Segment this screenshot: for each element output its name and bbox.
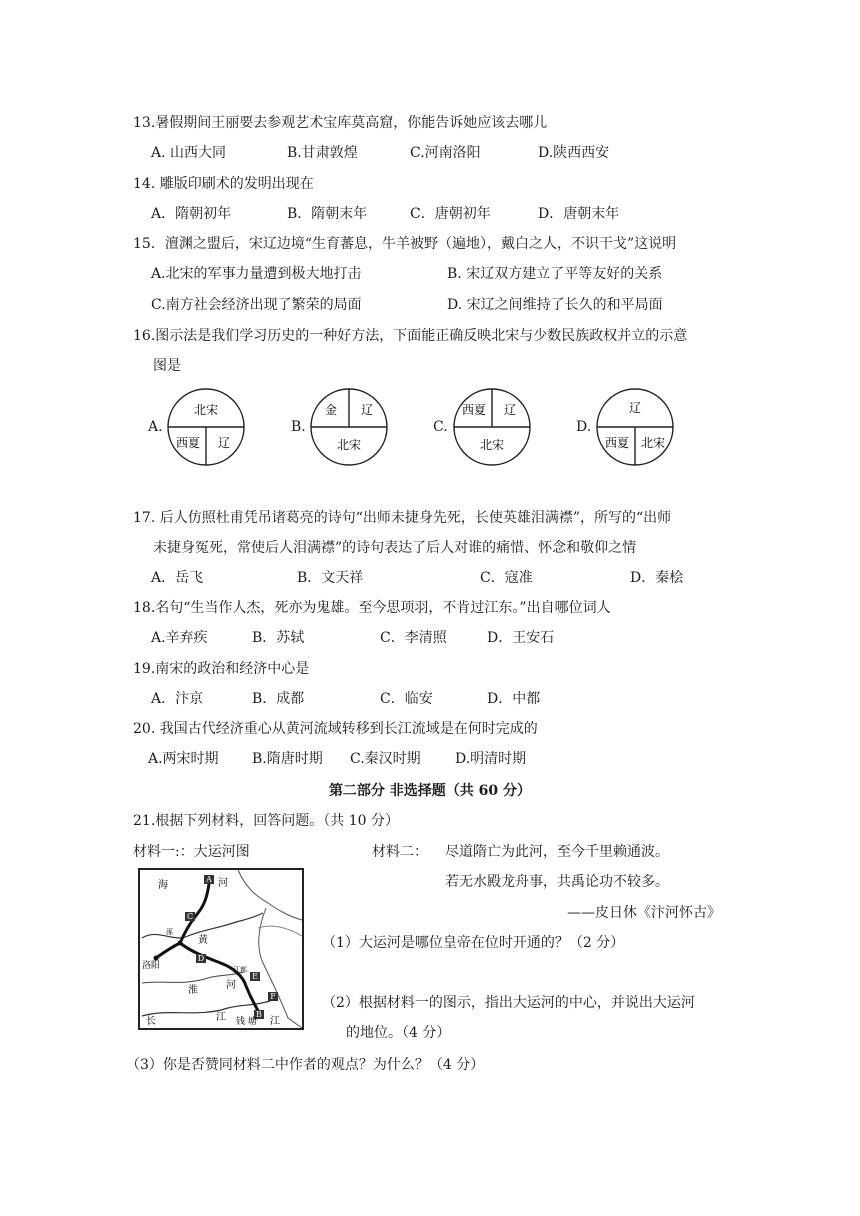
q16-d-bottom-left: 西夏	[604, 436, 630, 450]
map-marker-c: C	[186, 912, 194, 921]
q17-stem-line2: 未捷身冤死，常使后人泪满襟”的诗句表达了后人对谁的痛惜、怀念和敬仰之情	[153, 540, 637, 556]
q21-material2-line2: 若无水殿龙舟事，共禹论功不较多。	[445, 874, 669, 890]
q16-stem-line2: 图是	[153, 358, 181, 374]
map-label-sea: 海	[158, 880, 168, 891]
q16-a-bottom-left: 西夏	[175, 436, 201, 450]
map-label-jiangdu: 江都	[233, 966, 247, 974]
q14-option-c: C．唐朝初年	[410, 206, 491, 222]
map-label-jiang1: 江	[216, 1012, 226, 1023]
q15-option-d: D. 宋辽之间维持了长久的和平局面	[447, 297, 663, 313]
q21-material2-line1: 尽道隋亡为此河，至今千里赖通波。	[445, 844, 669, 860]
q19-option-d: D．中都	[487, 691, 541, 707]
map-marker-a: A	[206, 875, 212, 884]
q21-sub2-line2: 的地位。（4 分）	[346, 1025, 451, 1041]
q17-option-a: A．岳飞	[151, 570, 204, 586]
part2-title: 第二部分 非选择题（共 60 分）	[328, 783, 532, 799]
q16-c-bottom: 北宋	[479, 438, 505, 452]
q20-option-b: B.隋唐时期	[252, 751, 323, 767]
q21-sub1: （1）大运河是哪位皇帝在位时开通的？（2 分）	[322, 935, 625, 951]
q20-option-a: A.两宋时期	[148, 751, 219, 767]
map-marker-f: F	[270, 992, 276, 1001]
q18-stem: 18.名句“生当作人杰，死亦为鬼雄。至今思项羽，不肯过江东。”出自哪位词人	[133, 600, 611, 616]
map-label-he2: 河	[226, 980, 236, 991]
map-label-luoyang: 洛阳	[142, 961, 161, 971]
q16-a-bottom-right: 辽	[217, 436, 231, 450]
map-label-huai: 淮	[188, 985, 198, 996]
q16-circle-c-letter: C.	[433, 419, 448, 435]
map-label-qiantang: 钱 塘	[236, 1017, 257, 1027]
q21-material2-label: 材料二：	[372, 844, 428, 860]
q21-sub3: （3）你是否赞同材料二中作者的观点？为什么？（4 分）	[126, 1057, 485, 1073]
map-marker-b: B	[256, 1010, 262, 1019]
q13-stem: 13.暑假期间王丽要去参观艺术宝库莫高窟，你能告诉她应该去哪儿	[133, 115, 548, 131]
q16-circle-a-diagram	[166, 387, 246, 467]
q16-circle-a-letter: A.	[148, 419, 163, 435]
q16-b-bottom: 北宋	[336, 438, 362, 452]
map-label-he1: 河	[218, 878, 228, 889]
q16-b-top-right: 辽	[360, 403, 374, 417]
grand-canal-map	[138, 868, 304, 1030]
q20-stem: 20. 我国古代经济重心从黄河流域转移到长江流域是在何时完成的	[133, 721, 538, 737]
q19-option-a: A．汴京	[151, 691, 204, 707]
q16-stem-line1: 16.图示法是我们学习历史的一种好方法，下面能正确反映北宋与少数民族政权并立的示意	[133, 328, 688, 344]
q16-d-top: 辽	[628, 401, 642, 415]
q20-option-c: C.秦汉时期	[350, 751, 421, 767]
q16-b-top-left: 金	[324, 403, 338, 417]
q16-c-top-left: 西夏	[461, 403, 487, 417]
q15-option-a: A.北宋的军事力量遭到极大地打击	[151, 266, 362, 282]
q17-stem-line1: 17. 后人仿照杜甫凭吊诸葛亮的诗句“出师未捷身先死，长使英雄泪满襟”，所写的“出师	[133, 510, 672, 526]
q16-circle-d-diagram	[595, 387, 675, 467]
map-marker-e: E	[252, 972, 258, 981]
map-label-chang: 长	[146, 1016, 156, 1027]
q21-material2-cite: ——皮日休《汴河怀古》	[567, 905, 721, 921]
q16-d-bottom-right: 北宋	[640, 436, 666, 450]
q14-option-a: A．隋朝初年	[151, 206, 232, 222]
map-label-city-upper: 涿	[166, 928, 173, 936]
q15-stem: 15．澶渊之盟后，宋辽边境“生育蕃息，牛羊被野（遍地），戴白之人，不识干戈”这说明	[133, 236, 677, 252]
q18-option-d: D．王安石	[487, 630, 555, 646]
q21-sub2-line1: （2）根据材料一的图示，指出大运河的中心，并说出大运河	[322, 995, 695, 1011]
q16-circle-c-diagram	[452, 387, 532, 467]
q21-stem: 21.根据下列材料，回答问题。（共 10 分）	[133, 813, 399, 829]
q15-option-c: C.南方社会经济出现了繁荣的局面	[151, 297, 362, 313]
q17-option-c: C．寇准	[480, 570, 533, 586]
q16-circle-d-letter: D.	[576, 419, 592, 435]
q13-option-c: C.河南洛阳	[410, 145, 481, 161]
q20-option-d: D.明清时期	[455, 751, 527, 767]
q16-circle-b-letter: B.	[291, 419, 306, 435]
q13-option-a: A. 山西大同	[151, 145, 227, 161]
q18-option-c: C．李清照	[380, 630, 447, 646]
map-label-jiang2: 江	[270, 1016, 280, 1027]
q18-option-a: A.辛弃疾	[151, 630, 208, 646]
q18-option-b: B．苏轼	[252, 630, 305, 646]
q19-option-b: B．成都	[252, 691, 305, 707]
q15-option-b: B. 宋辽双方建立了平等友好的关系	[447, 266, 663, 282]
q14-option-b: B．隋朝末年	[287, 206, 368, 222]
q13-option-d: D.陕西西安	[538, 145, 610, 161]
q14-stem: 14. 雕版印刷术的发明出现在	[133, 176, 314, 192]
map-label-huang: 黄	[198, 935, 208, 946]
q13-option-b: B.甘肃敦煌	[287, 145, 358, 161]
q14-option-d: D．唐朝末年	[538, 206, 620, 222]
q21-material1-label: 材料一:：大运河图	[133, 844, 250, 860]
map-marker-d: D	[197, 954, 205, 963]
q17-option-d: D．秦桧	[630, 570, 684, 586]
q19-stem: 19.南宋的政治和经济中心是	[133, 661, 310, 677]
q16-circle-b-diagram	[309, 387, 389, 467]
q17-option-b: B．文天祥	[297, 570, 364, 586]
q19-option-c: C．临安	[380, 691, 433, 707]
q16-c-top-right: 辽	[503, 403, 517, 417]
q16-a-top: 北宋	[193, 403, 219, 417]
